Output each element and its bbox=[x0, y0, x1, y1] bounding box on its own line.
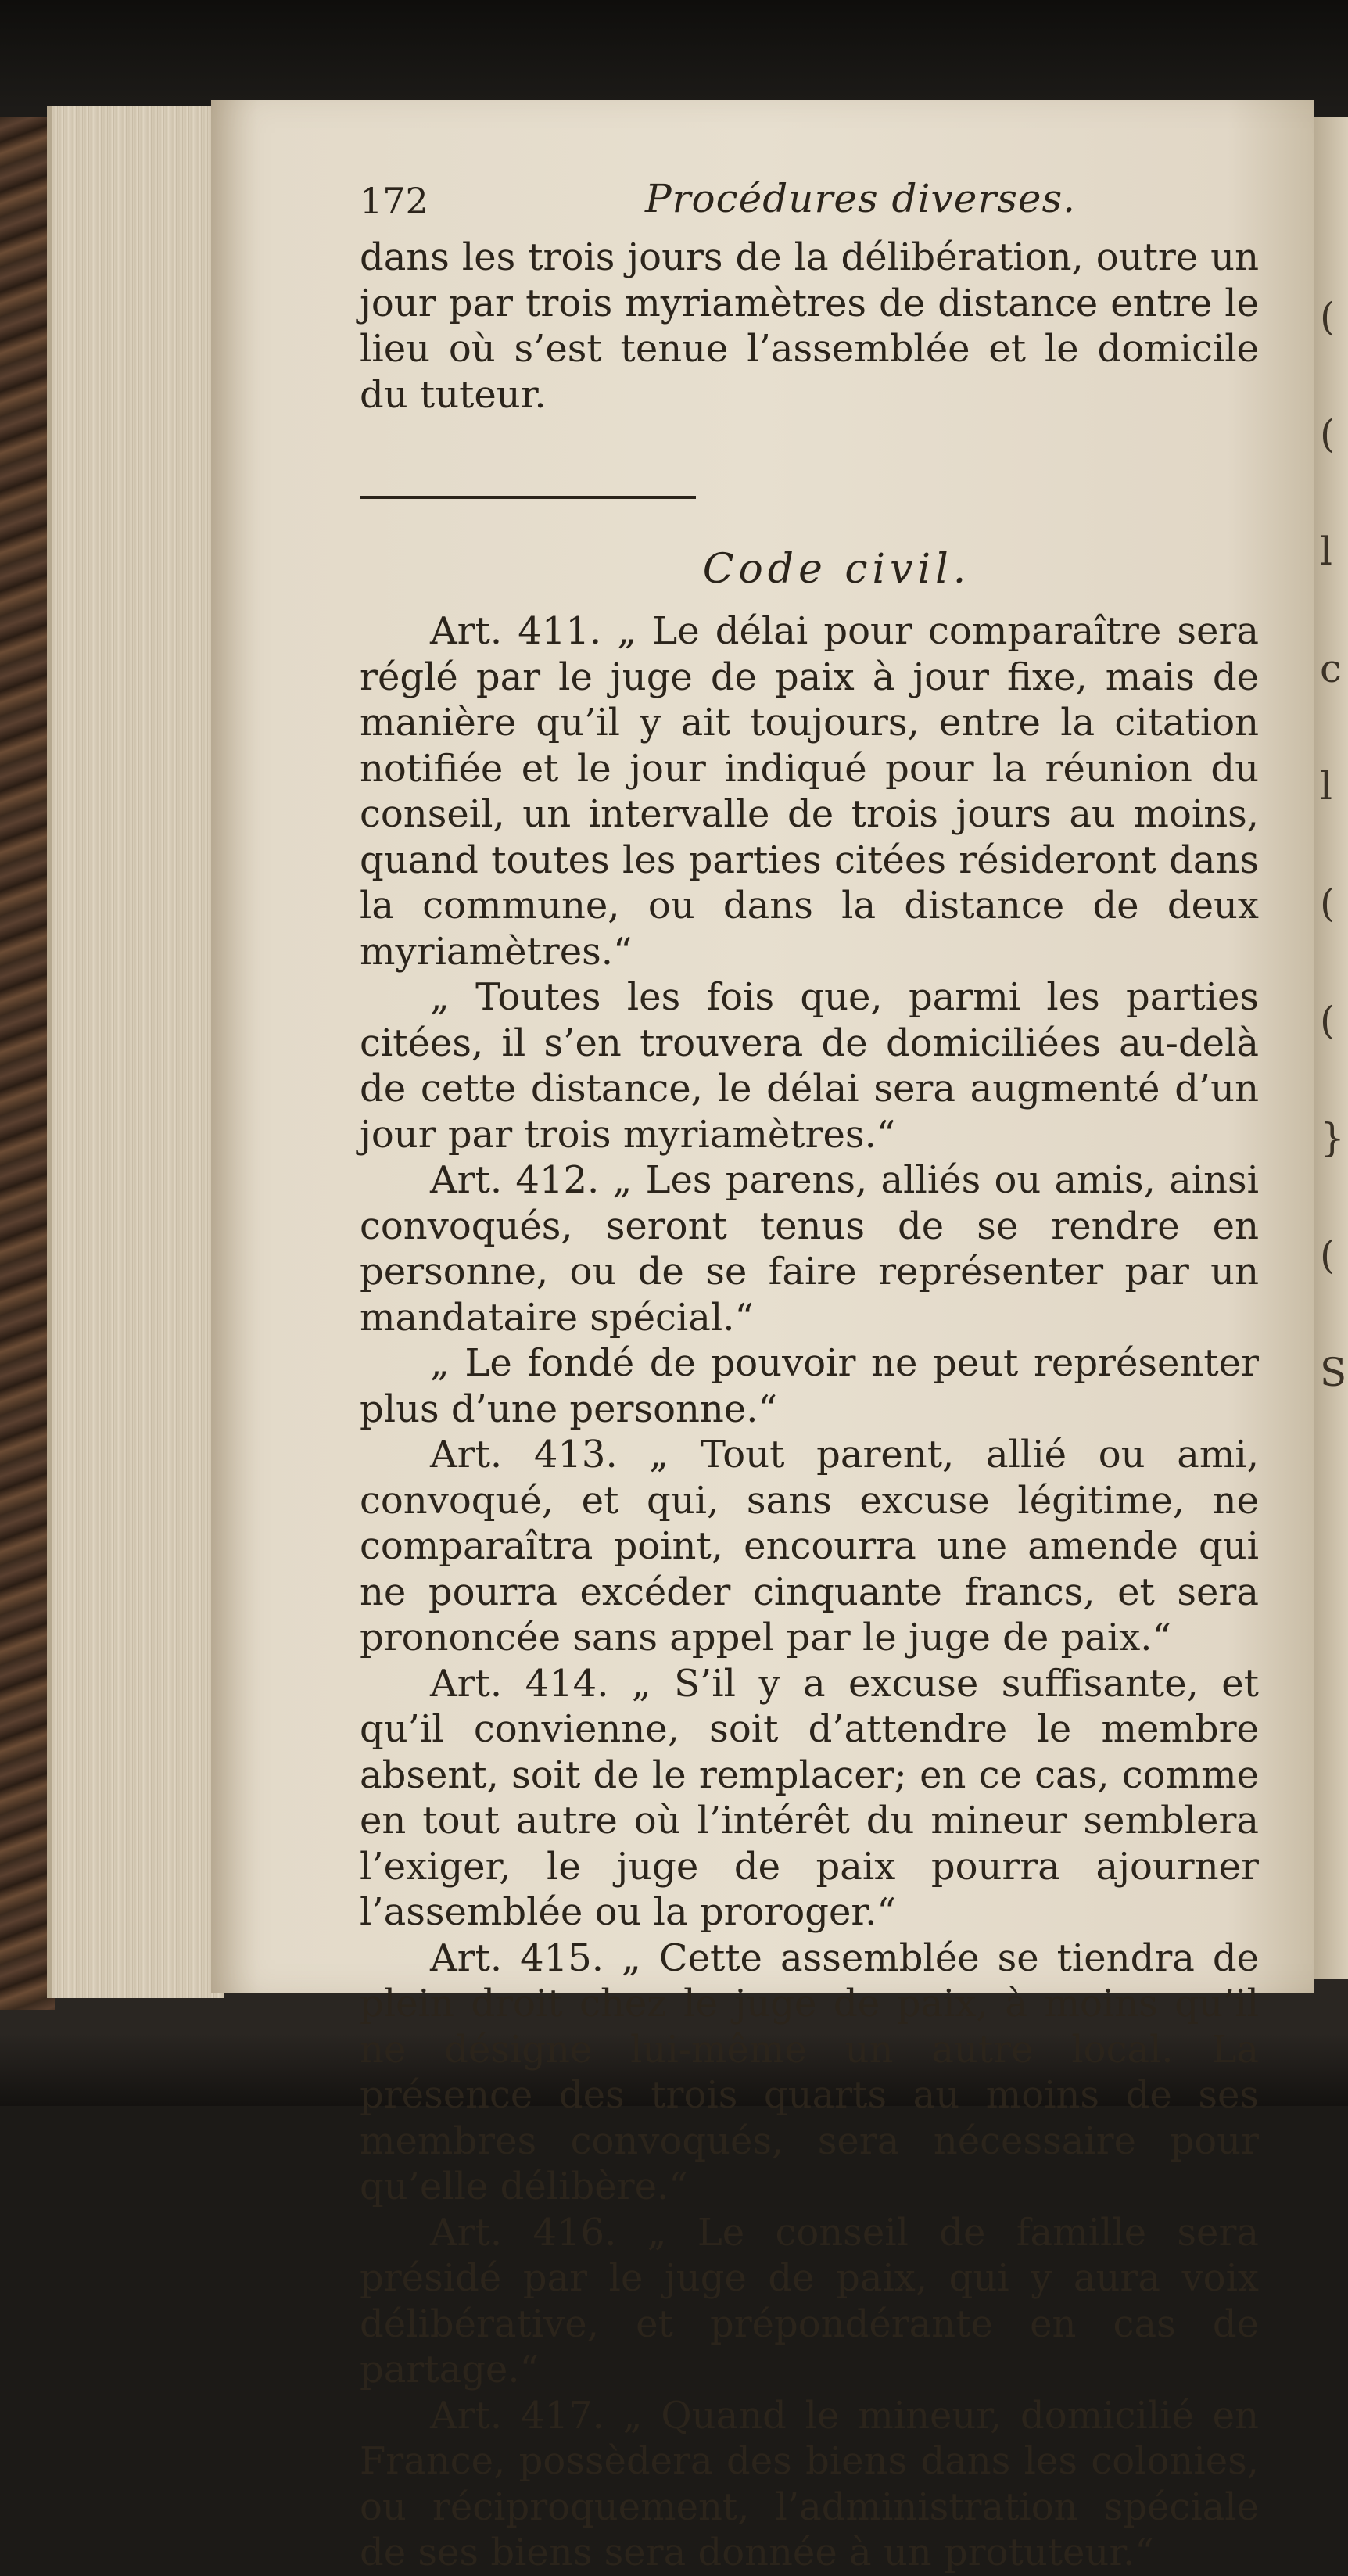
facing-page-marks bbox=[1320, 258, 1347, 1744]
page-header bbox=[360, 164, 1259, 235]
facing-mark: ( bbox=[1320, 1232, 1335, 1278]
page-number: 172 bbox=[360, 180, 428, 222]
facing-mark: } bbox=[1320, 1115, 1345, 1161]
article-paragraph: Art. 412. „ Les parens, alliés ou amis, ainsi convoqués, seront tenus de se rendre en personne, ou de se faire représenter par un mandataire spécial.“ bbox=[360, 1158, 1259, 1340]
article-paragraph: Art. 413. „ Tout parent, allié ou ami, convoqué, et qui, sans excuse légitime, ne comparaîtra point, encourra une amende qui ne pourra excéder cinquante francs, et sera prononcée sans appel par le juge de paix.“ bbox=[360, 1433, 1259, 1659]
facing-mark: ( bbox=[1320, 881, 1335, 926]
article-paragraph: Art. 414. „ S’il y a excuse suffisante, et qu’il convienne, soit d’attendre le membre absent, soit de le remplacer; en ce cas, comme en tout autre où l’intérêt du mineur semblera l’exiger, le juge de paix pourra ajourner l’assemblée ou la proroger.“ bbox=[360, 1661, 1259, 1934]
facing-mark: S bbox=[1320, 1350, 1347, 1395]
facing-mark: l bbox=[1320, 529, 1332, 574]
article-paragraph: Art. 417. „ Quand le mineur, domicilié en France, possèdera des biens dans les colonies, ou réciproquement, l’administration spéciale de ses biens sera donnée à un protuteur.“ bbox=[360, 2393, 1259, 2574]
intro-paragraph: dans les trois jours de la délibération, outre un jour par trois myriamètres de distance entre le lieu où s’est tenue l’assemblée et le domicile du tuteur. bbox=[360, 235, 1259, 417]
facing-mark: ( bbox=[1320, 998, 1335, 1043]
article-paragraph: Art. 416. „ Le conseil de famille sera présidé par le juge de paix, qui y aura voix délibérative, et prépondérante en cas de partage.“ bbox=[360, 2210, 1259, 2391]
facing-mark: c bbox=[1320, 646, 1343, 691]
running-title: Procédures diverses. bbox=[645, 176, 1077, 221]
article-paragraph: „ Toutes les fois que, parmi les parties citées, il s’en trouvera de domiciliées au-delà de cette distance, le délai sera augmenté d’un jour par trois myriamètres.“ bbox=[360, 975, 1259, 1157]
article-paragraph: „ Le fondé de pouvoir ne peut représenter plus d’une personne.“ bbox=[360, 1341, 1259, 1431]
article-paragraph: Art. 415. „ Cette assemblée se tiendra de plein droit chez le juge de paix, à moins qu’il ne désigne lui-même un autre local. La présence des trois quarts au moins de ses membres convoqués, sera nécessaire pour qu’elle délibère.“ bbox=[360, 1936, 1259, 2208]
section-divider bbox=[360, 496, 696, 499]
page-content bbox=[360, 164, 1259, 2576]
facing-mark: ( bbox=[1320, 294, 1335, 339]
article-paragraph: Art. 411. „ Le délai pour comparaître sera réglé par le juge de paix à jour fixe, mais de manière qu’il y ait toujours, entre la citation notifiée et le jour indiqué pour la réunion du conseil, un intervalle de trois jours au moins, quand toutes les parties citées résideront dans la commune, ou dans la distance de deux myriamètres.“ bbox=[360, 609, 1259, 974]
facing-mark: ( bbox=[1320, 411, 1335, 457]
page-edges bbox=[47, 106, 224, 1998]
section-title: Code civil. bbox=[702, 546, 971, 593]
facing-mark: l bbox=[1320, 763, 1332, 809]
